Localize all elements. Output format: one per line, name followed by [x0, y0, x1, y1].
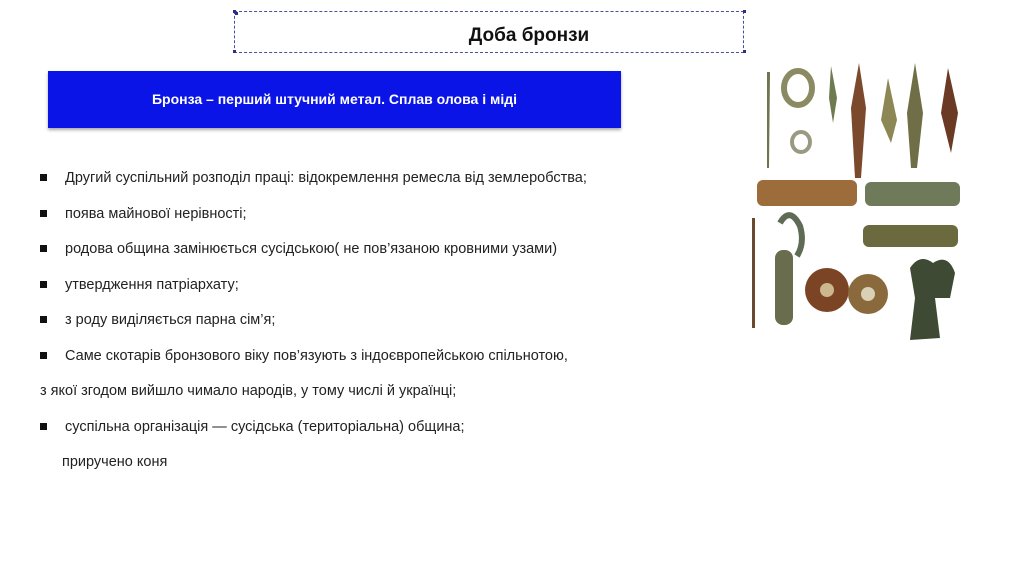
spearhead-icon — [881, 78, 897, 143]
hook-icon — [780, 215, 802, 256]
bullet-icon — [40, 210, 47, 217]
bullet-icon — [40, 174, 47, 181]
list-item: поява майнової нерівності; — [40, 204, 740, 240]
bullet-icon — [40, 423, 47, 430]
slide-title: Доба бронзи — [468, 25, 590, 46]
bronze-bar-icon — [757, 180, 857, 206]
bronze-bar-icon — [865, 182, 960, 206]
spearhead-icon — [829, 66, 837, 123]
ring-icon — [784, 71, 812, 105]
dagger-icon — [851, 63, 866, 178]
list-item: суспільна організація — сусідська (територіальна) община; — [40, 417, 740, 453]
list-item: приручено коня — [62, 454, 168, 470]
bronze-bar-icon — [863, 225, 958, 247]
bullet-icon — [40, 281, 47, 288]
awl-icon — [767, 72, 770, 168]
bronze-artifacts-image — [745, 58, 970, 348]
banner-text: Бронза – перший штучний метал. Сплав олова і міді — [151, 91, 518, 107]
bullet-icon — [40, 245, 47, 252]
bullet-icon — [40, 316, 47, 323]
title-placeholder[interactable] — [234, 11, 744, 53]
axe-icon — [910, 259, 955, 340]
list-item: утвердження патріархату; — [40, 275, 740, 311]
chisel-icon — [775, 250, 793, 325]
list-item: з роду виділяється парна сім’я; — [40, 310, 740, 346]
needle-icon — [752, 218, 755, 328]
bullet-icon — [40, 352, 47, 359]
bullet-list — [40, 168, 740, 488]
spearhead-icon — [907, 63, 923, 168]
small-ring-icon — [792, 132, 810, 152]
spearhead-icon — [941, 68, 958, 153]
list-item: з якої згодом вийшло чимало народів, у тому числі й українці; — [40, 383, 457, 399]
subtitle-banner — [48, 71, 621, 128]
list-item: родова община замінюється сусідською( не пов’язаною кровними узами) — [40, 239, 740, 275]
list-item: Другий суспільний розподіл праці: відокремлення ремесла від землеробства; — [40, 168, 740, 204]
list-item: Саме скотарів бронзового віку пов’язують з індоєвропейською спільнотою, — [40, 346, 740, 382]
